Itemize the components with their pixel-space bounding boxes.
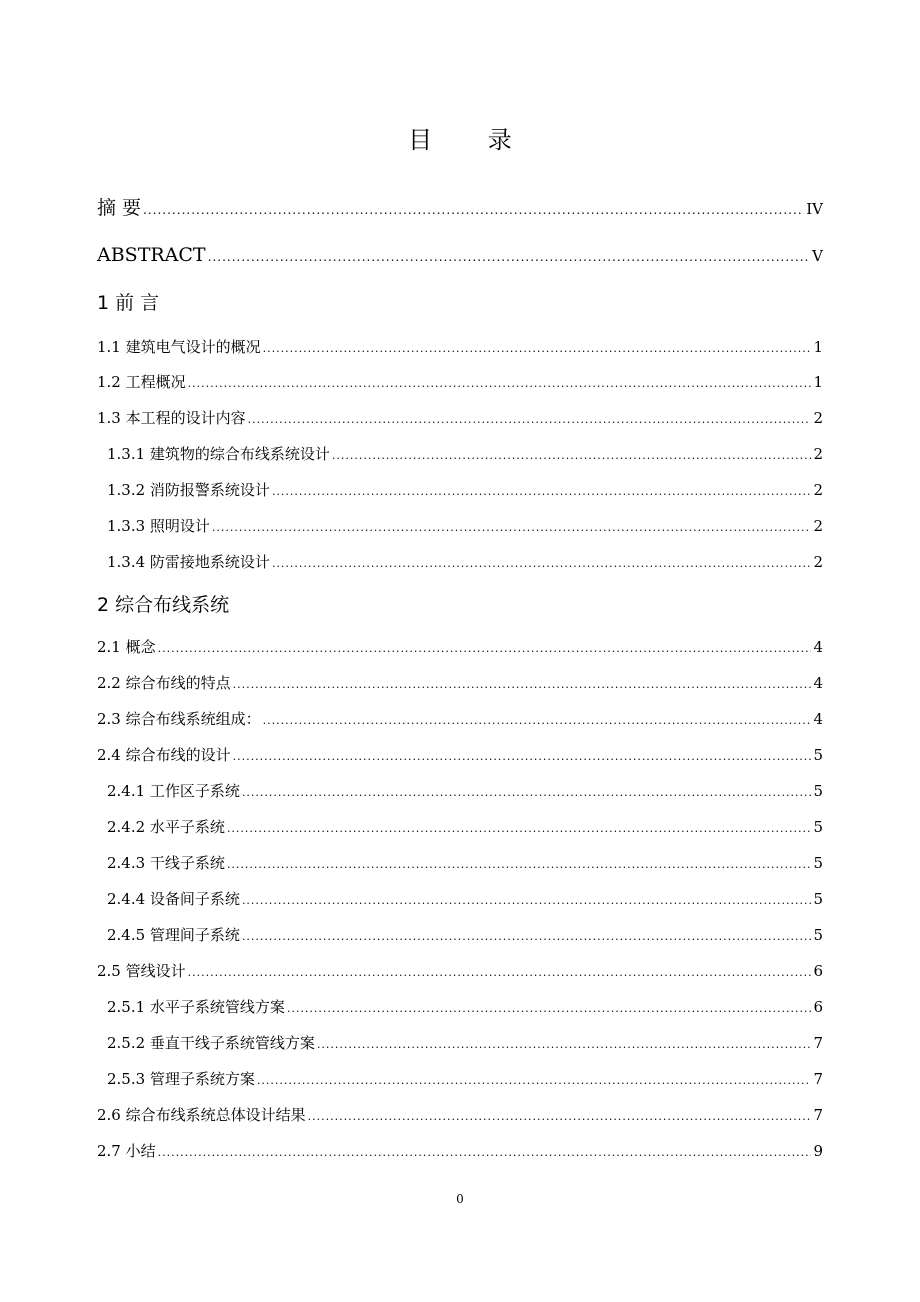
- toc-page-number: IV: [806, 200, 823, 218]
- toc-label: 2.3 综合布线系统组成：: [97, 710, 261, 728]
- page-title: 目 录: [408, 126, 536, 154]
- toc-label: 2.4 综合布线的设计: [97, 746, 231, 764]
- toc-leader: [143, 198, 804, 222]
- toc-entry-1-3-1[interactable]: [107, 444, 823, 466]
- toc-page-number: 2: [813, 409, 823, 427]
- toc-label: 2.4.4 设备间子系统: [107, 890, 240, 908]
- toc-page-number: 5: [813, 746, 823, 764]
- toc-page-number: 4: [813, 638, 823, 656]
- toc-leader: [158, 639, 812, 659]
- toc-page-number: 9: [813, 1142, 823, 1160]
- toc-entry-2-6[interactable]: [97, 1105, 823, 1127]
- toc-leader: [272, 554, 812, 574]
- toc-page-number: 5: [813, 854, 823, 872]
- toc-label: 摘 要: [97, 197, 142, 219]
- toc-label: 1.3.1 建筑物的综合布线系统设计: [107, 445, 330, 463]
- toc-label: 2.4.3 干线子系统: [107, 854, 225, 872]
- toc-page-number: 1: [813, 373, 823, 391]
- toc-page-number: 2: [813, 481, 823, 499]
- toc-label: 2.4.1 工作区子系统: [107, 782, 240, 800]
- toc-entry-2-4-1[interactable]: [107, 781, 823, 803]
- toc-entry-2-5[interactable]: [97, 961, 823, 983]
- toc-label: 2.2 综合布线的特点: [97, 674, 231, 692]
- toc-label: 1.2 工程概况: [97, 373, 186, 391]
- toc-leader: [263, 339, 812, 359]
- toc-entry-1-3-2[interactable]: [107, 480, 823, 502]
- toc-leader: [212, 518, 812, 538]
- toc-entry-1-2[interactable]: [97, 372, 823, 394]
- toc-entry-1-1[interactable]: [97, 337, 823, 359]
- toc-leader: [317, 1035, 812, 1055]
- toc-page-number: 7: [813, 1070, 823, 1088]
- toc-leader: [257, 1071, 812, 1091]
- toc-leader: [242, 927, 812, 947]
- toc-entry-abstract-cn[interactable]: [97, 196, 823, 222]
- toc-label: 2.6 综合布线系统总体设计结果: [97, 1106, 306, 1124]
- toc-leader: [208, 245, 811, 269]
- toc-entry-2-5-3[interactable]: [107, 1069, 823, 1091]
- toc-page-number: 5: [813, 890, 823, 908]
- toc-entry-2-1[interactable]: [97, 637, 823, 659]
- toc-page-number: 5: [813, 926, 823, 944]
- toc-page-number: 5: [813, 818, 823, 836]
- toc-leader: [227, 819, 812, 839]
- toc-entry-2-4-5[interactable]: [107, 925, 823, 947]
- toc-entry-1-3-3[interactable]: [107, 516, 823, 538]
- toc-page-number: 4: [813, 674, 823, 692]
- toc-label: 2.4.2 水平子系统: [107, 818, 225, 836]
- toc-page-number: 5: [813, 782, 823, 800]
- toc-label: 2.1 概念: [97, 638, 156, 656]
- toc-entry-2-4-2[interactable]: [107, 817, 823, 839]
- toc-entry-2-5-2[interactable]: [107, 1033, 823, 1055]
- toc-page-number: 7: [813, 1034, 823, 1052]
- toc-page-number: 6: [813, 962, 823, 980]
- toc-label: 1.3.2 消防报警系统设计: [107, 481, 270, 499]
- toc-leader: [242, 783, 812, 803]
- toc-page-number: 4: [813, 710, 823, 728]
- toc-entry-abstract-en[interactable]: [97, 243, 823, 269]
- toc-label: ABSTRACT: [97, 244, 206, 266]
- toc-page-number: 1: [813, 338, 823, 356]
- toc-leader: [227, 855, 812, 875]
- toc-label: 1.3.3 照明设计: [107, 517, 210, 535]
- toc-label: 2.5 管线设计: [97, 962, 186, 980]
- toc-page-number: 2: [813, 445, 823, 463]
- toc-page-number: V: [812, 247, 823, 265]
- toc-entry-1-3-4[interactable]: [107, 552, 823, 574]
- toc-leader: [188, 374, 812, 394]
- toc-page-number: 6: [813, 998, 823, 1016]
- toc-leader: [287, 999, 812, 1019]
- toc-label: 2.5.1 水平子系统管线方案: [107, 998, 285, 1016]
- toc-label: 2.5.3 管理子系统方案: [107, 1070, 255, 1088]
- toc-label: 2.7 小结: [97, 1142, 156, 1160]
- section-heading-1[interactable]: 1 前 言: [97, 292, 160, 314]
- toc-entry-2-2[interactable]: [97, 673, 823, 695]
- toc-leader: [188, 963, 812, 983]
- toc-label: 2.4.5 管理间子系统: [107, 926, 240, 944]
- toc-leader: [248, 410, 812, 430]
- toc-page-number: 7: [813, 1106, 823, 1124]
- toc-label: 2.5.2 垂直干线子系统管线方案: [107, 1034, 315, 1052]
- toc-entry-2-7[interactable]: [97, 1141, 823, 1163]
- page-footer-number: 0: [456, 1192, 464, 1206]
- toc-leader: [263, 711, 812, 731]
- toc-entry-2-4-3[interactable]: [107, 853, 823, 875]
- toc-page-number: 2: [813, 517, 823, 535]
- toc-leader: [233, 747, 812, 767]
- toc-leader: [332, 446, 812, 466]
- toc-page-number: 2: [813, 553, 823, 571]
- toc-label: 1.3.4 防雷接地系统设计: [107, 553, 270, 571]
- toc-entry-2-4-4[interactable]: [107, 889, 823, 911]
- toc-entry-2-3[interactable]: [97, 709, 823, 731]
- toc-entry-2-5-1[interactable]: [107, 997, 823, 1019]
- toc-leader: [272, 482, 812, 502]
- toc-entry-1-3[interactable]: [97, 408, 823, 430]
- toc-label: 1.1 建筑电气设计的概况: [97, 338, 261, 356]
- toc-leader: [233, 675, 812, 695]
- toc-leader: [158, 1143, 812, 1163]
- toc-entry-2-4[interactable]: [97, 745, 823, 767]
- toc-label: 1.3 本工程的设计内容: [97, 409, 246, 427]
- toc-leader: [308, 1107, 812, 1127]
- section-heading-2[interactable]: 2 综合布线系统: [97, 594, 230, 616]
- toc-leader: [242, 891, 812, 911]
